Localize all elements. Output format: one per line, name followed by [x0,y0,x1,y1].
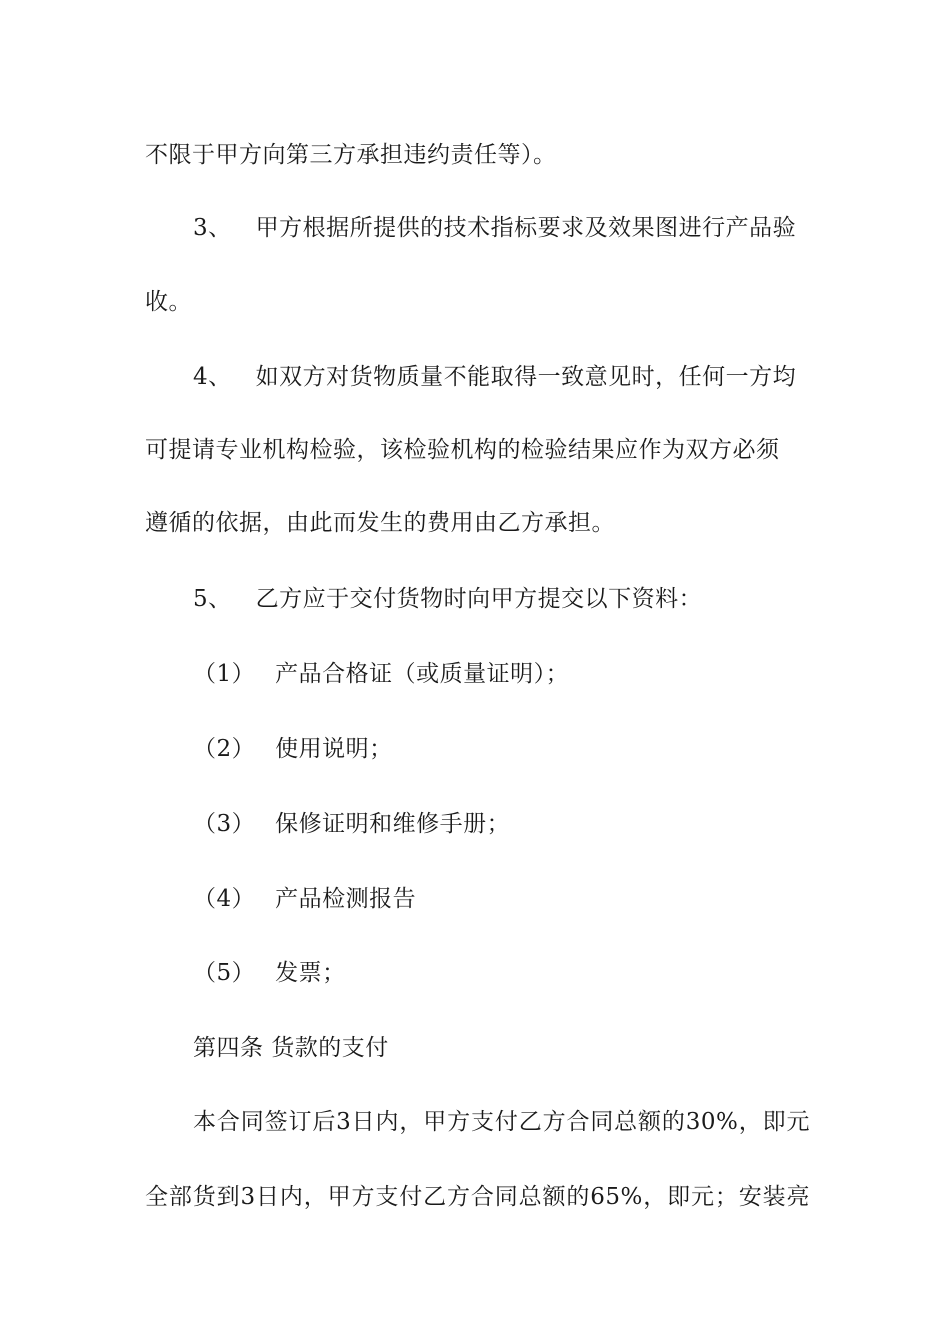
clause-number: 5、 [193,586,232,612]
text-line [145,435,810,465]
line-text: 不限于甲方向第三方承担违约责任等）。 [145,142,557,168]
item-text: 发票； [275,960,346,986]
list-item [193,734,810,764]
text-line [145,1182,810,1212]
line-text: 收。 [145,289,192,315]
item-number: （5） [193,960,256,986]
line-text: 可提请专业机构检验，该检验机构的检验结果应作为双方必须 [145,437,780,463]
text-line [193,1107,810,1137]
text-line [145,140,810,170]
list-item [193,659,810,689]
clause-text: 如双方对货物质量不能取得一致意见时，任何一方均 [255,364,797,390]
numbered-clause-5 [193,584,810,614]
section-heading [193,1033,810,1063]
line-text: 全部货到3日内，甲方支付乙方合同总额的65%，即元；安装亮 [145,1184,810,1210]
item-number: （4） [193,886,256,912]
item-text: 产品合格证（或质量证明）； [275,661,570,687]
item-number: （3） [193,811,256,837]
item-number: （2） [193,736,256,762]
item-text: 产品检测报告 [275,886,417,912]
line-text: 本合同签订后3日内，甲方支付乙方合同总额的30%，即元 [193,1109,810,1135]
numbered-clause-4 [193,362,810,392]
item-text: 保修证明和维修手册； [275,811,511,837]
text-line [145,287,810,317]
heading-text: 第四条 货款的支付 [193,1035,389,1061]
clause-text: 乙方应于交付货物时向甲方提交以下资料： [255,586,703,612]
list-item [193,809,810,839]
numbered-clause-3 [193,213,810,243]
clause-number: 3、 [193,215,232,241]
line-text: 遵循的依据，由此而发生的费用由乙方承担。 [145,510,615,536]
item-number: （1） [193,661,256,687]
text-line [145,508,810,538]
list-item [193,958,810,988]
item-text: 使用说明； [275,736,393,762]
clause-number: 4、 [193,364,232,390]
clause-text: 甲方根据所提供的技术指标要求及效果图进行产品验 [255,215,797,241]
list-item [193,884,810,914]
